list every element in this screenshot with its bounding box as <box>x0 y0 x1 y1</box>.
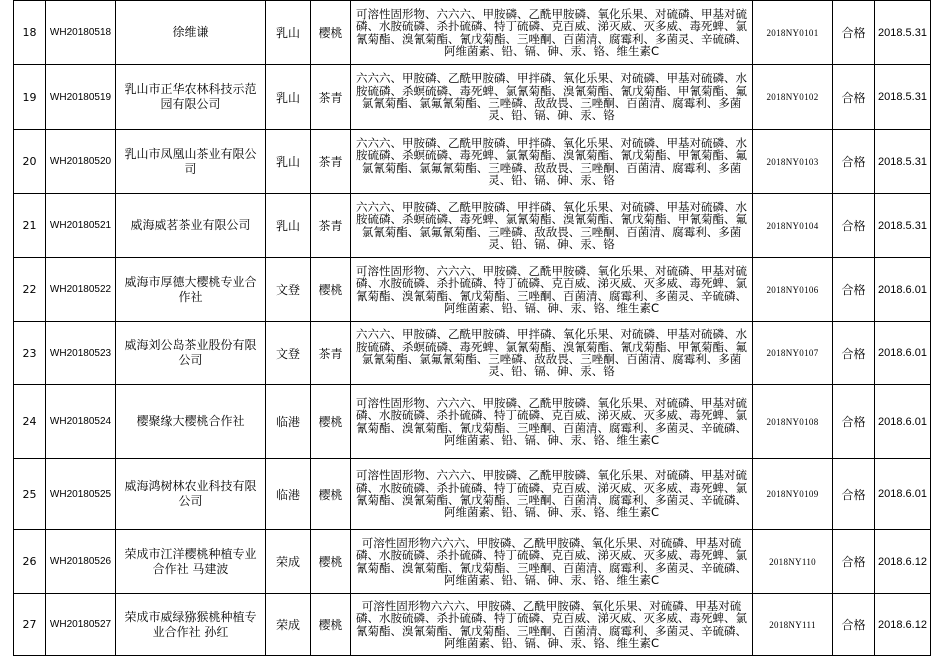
report-number: 2018NY0102 <box>753 65 833 130</box>
test-items: 可溶性固形物、六六六、甲胺磷、乙酰甲胺磷、氧化乐果、对硫磷、甲基对硫磷、水胺硫磷、杀扑硫磷、特丁硫磷、克百威、涕灭威、灭多威、毒死蜱、氯氰菊酯、溴氰菊酯、氰戊菊酯、三唑酮、百菌清、腐霉利、多菌灵、辛硫磷、阿维菌素、铅、镉、砷、汞、铬、维生素C <box>351 258 753 322</box>
row-number: 24 <box>14 385 46 459</box>
report-number: 2018NY110 <box>753 530 833 594</box>
row-number: 25 <box>14 459 46 530</box>
sample-code: WH20180518 <box>46 1 116 65</box>
result: 合格 <box>833 258 875 322</box>
report-number: 2018NY0108 <box>753 385 833 459</box>
table-row <box>14 530 931 594</box>
date: 2018.6.12 <box>875 594 931 656</box>
enterprise-name: 乳山市凤凰山茶业有限公司 <box>116 130 266 194</box>
test-items: 可溶性固形物六六六、甲胺磷、乙酰甲胺磷、氧化乐果、对硫磷、甲基对硫磷、水胺硫磷、杀扑硫磷、特丁硫磷、克百威、涕灭威、灭多威、毒死蜱、氯氰菊酯、溴氰菊酯、氰戊菊酯、三唑酮、百菌清、腐霉利、多菌灵、辛硫磷、阿维菌素、铅、镉、砷、汞、铬、维生素C <box>351 530 753 594</box>
enterprise-name: 樱聚缘大樱桃合作社 <box>116 385 266 459</box>
date: 2018.5.31 <box>875 130 931 194</box>
sample-code: WH20180523 <box>46 322 116 385</box>
product: 樱桃 <box>311 459 351 530</box>
enterprise-name: 荣成市威绿猕猴桃种植专业合作社 孙红 <box>116 594 266 656</box>
report-number: 2018NY0106 <box>753 258 833 322</box>
sample-code: WH20180527 <box>46 594 116 656</box>
sample-code: WH20180520 <box>46 130 116 194</box>
enterprise-name: 乳山市正华农林科技示范园有限公司 <box>116 65 266 130</box>
table-row <box>14 258 931 322</box>
region: 乳山 <box>266 130 311 194</box>
date: 2018.5.31 <box>875 1 931 65</box>
date: 2018.5.31 <box>875 65 931 130</box>
date: 2018.5.31 <box>875 194 931 258</box>
product: 茶青 <box>311 322 351 385</box>
table-row <box>14 1 931 65</box>
region: 乳山 <box>266 65 311 130</box>
region: 乳山 <box>266 1 311 65</box>
test-items: 可溶性固形物、六六六、甲胺磷、乙酰甲胺磷、氧化乐果、对硫磷、甲基对硫磷、水胺硫磷、杀扑硫磷、特丁硫磷、克百威、涕灭威、灭多威、毒死蜱、氯氰菊酯、溴氰菊酯、氰戊菊酯、三唑酮、百菌清、腐霉利、多菌灵、辛硫磷、阿维菌素、铅、镉、砷、汞、铬、维生素C <box>351 385 753 459</box>
date: 2018.6.01 <box>875 258 931 322</box>
row-number: 18 <box>14 1 46 65</box>
table-row <box>14 385 931 459</box>
test-items: 六六六、甲胺磷、乙酰甲胺磷、甲拌磷、氧化乐果、对硫磷、甲基对硫磷、水胺硫磷、杀螟硫磷、毒死蜱、氯氰菊酯、溴氰菊酯、氰戊菊酯、甲氰菊酯、氟氯氰菊酯、氯氟氰菊酯、三唑磷、敌敌畏、三唑酮、百菌清、腐霉利、多菌灵、铅、镉、砷、汞、铬 <box>351 194 753 258</box>
test-items: 可溶性固形物、六六六、甲胺磷、乙酰甲胺磷、氧化乐果、对硫磷、甲基对硫磷、水胺硫磷、杀扑硫磷、特丁硫磷、克百威、涕灭威、灭多威、毒死蜱、氯氰菊酯、溴氰菊酯、氰戊菊酯、三唑酮、百菌清、腐霉利、多菌灵、辛硫磷、阿维菌素、铅、镉、砷、汞、铬、维生素C <box>351 1 753 65</box>
region: 荣成 <box>266 530 311 594</box>
result: 合格 <box>833 594 875 656</box>
region: 乳山 <box>266 194 311 258</box>
table-row <box>14 459 931 530</box>
table-row <box>14 594 931 656</box>
sample-code: WH20180522 <box>46 258 116 322</box>
region: 荣成 <box>266 594 311 656</box>
row-number: 26 <box>14 530 46 594</box>
test-items: 可溶性固形物、六六六、甲胺磷、乙酰甲胺磷、氧化乐果、对硫磷、甲基对硫磷、水胺硫磷、杀扑硫磷、特丁硫磷、克百威、涕灭威、灭多威、毒死蜱、氯氰菊酯、溴氰菊酯、氰戊菊酯、三唑酮、百菌清、腐霉利、多菌灵、辛硫磷、阿维菌素、铅、镉、砷、汞、铬、维生素C <box>351 459 753 530</box>
enterprise-name: 威海鸿树林农业科技有限公司 <box>116 459 266 530</box>
result: 合格 <box>833 1 875 65</box>
sample-code: WH20180521 <box>46 194 116 258</box>
row-number: 22 <box>14 258 46 322</box>
report-number: 2018NY0109 <box>753 459 833 530</box>
row-number: 27 <box>14 594 46 656</box>
product: 樱桃 <box>311 1 351 65</box>
sample-code: WH20180526 <box>46 530 116 594</box>
test-items: 六六六、甲胺磷、乙酰甲胺磷、甲拌磷、氧化乐果、对硫磷、甲基对硫磷、水胺硫磷、杀螟硫磷、毒死蜱、氯氰菊酯、溴氰菊酯、氰戊菊酯、甲氰菊酯、氟氯氰菊酯、氯氟氰菊酯、三唑磷、敌敌畏、三唑酮、百菌清、腐霉利、多菌灵、铅、镉、砷、汞、铬 <box>351 322 753 385</box>
report-number: 2018NY111 <box>753 594 833 656</box>
result: 合格 <box>833 385 875 459</box>
product: 樱桃 <box>311 385 351 459</box>
test-items: 六六六、甲胺磷、乙酰甲胺磷、甲拌磷、氧化乐果、对硫磷、甲基对硫磷、水胺硫磷、杀螟硫磷、毒死蜱、氯氰菊酯、溴氰菊酯、氰戊菊酯、甲氰菊酯、氟氯氰菊酯、氯氟氰菊酯、三唑磷、敌敌畏、三唑酮、百菌清、腐霉利、多菌灵、铅、镉、砷、汞、铬 <box>351 130 753 194</box>
date: 2018.6.01 <box>875 385 931 459</box>
enterprise-name: 徐维谦 <box>116 1 266 65</box>
row-number: 23 <box>14 322 46 385</box>
enterprise-name: 威海刘公岛茶业股份有限公司 <box>116 322 266 385</box>
region: 临港 <box>266 385 311 459</box>
result: 合格 <box>833 194 875 258</box>
region: 临港 <box>266 459 311 530</box>
inspection-results-table <box>13 0 931 656</box>
report-number: 2018NY0103 <box>753 130 833 194</box>
product: 樱桃 <box>311 258 351 322</box>
product: 茶青 <box>311 130 351 194</box>
row-number: 21 <box>14 194 46 258</box>
product: 茶青 <box>311 65 351 130</box>
row-number: 20 <box>14 130 46 194</box>
test-items: 可溶性固形物六六六、甲胺磷、乙酰甲胺磷、氧化乐果、对硫磷、甲基对硫磷、水胺硫磷、杀扑硫磷、特丁硫磷、克百威、涕灭威、灭多威、毒死蜱、氯氰菊酯、溴氰菊酯、氰戊菊酯、三唑酮、百菌清、腐霉利、多菌灵、辛硫磷、阿维菌素、铅、镉、砷、汞、铬、维生素C <box>351 594 753 656</box>
date: 2018.6.01 <box>875 459 931 530</box>
date: 2018.6.01 <box>875 322 931 385</box>
date: 2018.6.12 <box>875 530 931 594</box>
result: 合格 <box>833 65 875 130</box>
report-number: 2018NY0107 <box>753 322 833 385</box>
region: 文登 <box>266 322 311 385</box>
sample-code: WH20180519 <box>46 65 116 130</box>
table-row <box>14 322 931 385</box>
product: 樱桃 <box>311 594 351 656</box>
result: 合格 <box>833 322 875 385</box>
table-row <box>14 65 931 130</box>
product: 樱桃 <box>311 530 351 594</box>
enterprise-name: 威海市厚德大樱桃专业合作社 <box>116 258 266 322</box>
sample-code: WH20180525 <box>46 459 116 530</box>
product: 茶青 <box>311 194 351 258</box>
result: 合格 <box>833 130 875 194</box>
result: 合格 <box>833 530 875 594</box>
sample-code: WH20180524 <box>46 385 116 459</box>
region: 文登 <box>266 258 311 322</box>
enterprise-name: 威海威茗茶业有限公司 <box>116 194 266 258</box>
report-number: 2018NY0101 <box>753 1 833 65</box>
enterprise-name: 荣成市江洋樱桃种植专业合作社 马建波 <box>116 530 266 594</box>
table-row <box>14 130 931 194</box>
table-row <box>14 194 931 258</box>
row-number: 19 <box>14 65 46 130</box>
test-items: 六六六、甲胺磷、乙酰甲胺磷、甲拌磷、氧化乐果、对硫磷、甲基对硫磷、水胺硫磷、杀螟硫磷、毒死蜱、氯氰菊酯、溴氰菊酯、氰戊菊酯、甲氰菊酯、氟氯氰菊酯、氯氟氰菊酯、三唑磷、敌敌畏、三唑酮、百菌清、腐霉利、多菌灵、铅、镉、砷、汞、铬 <box>351 65 753 130</box>
report-number: 2018NY0104 <box>753 194 833 258</box>
result: 合格 <box>833 459 875 530</box>
